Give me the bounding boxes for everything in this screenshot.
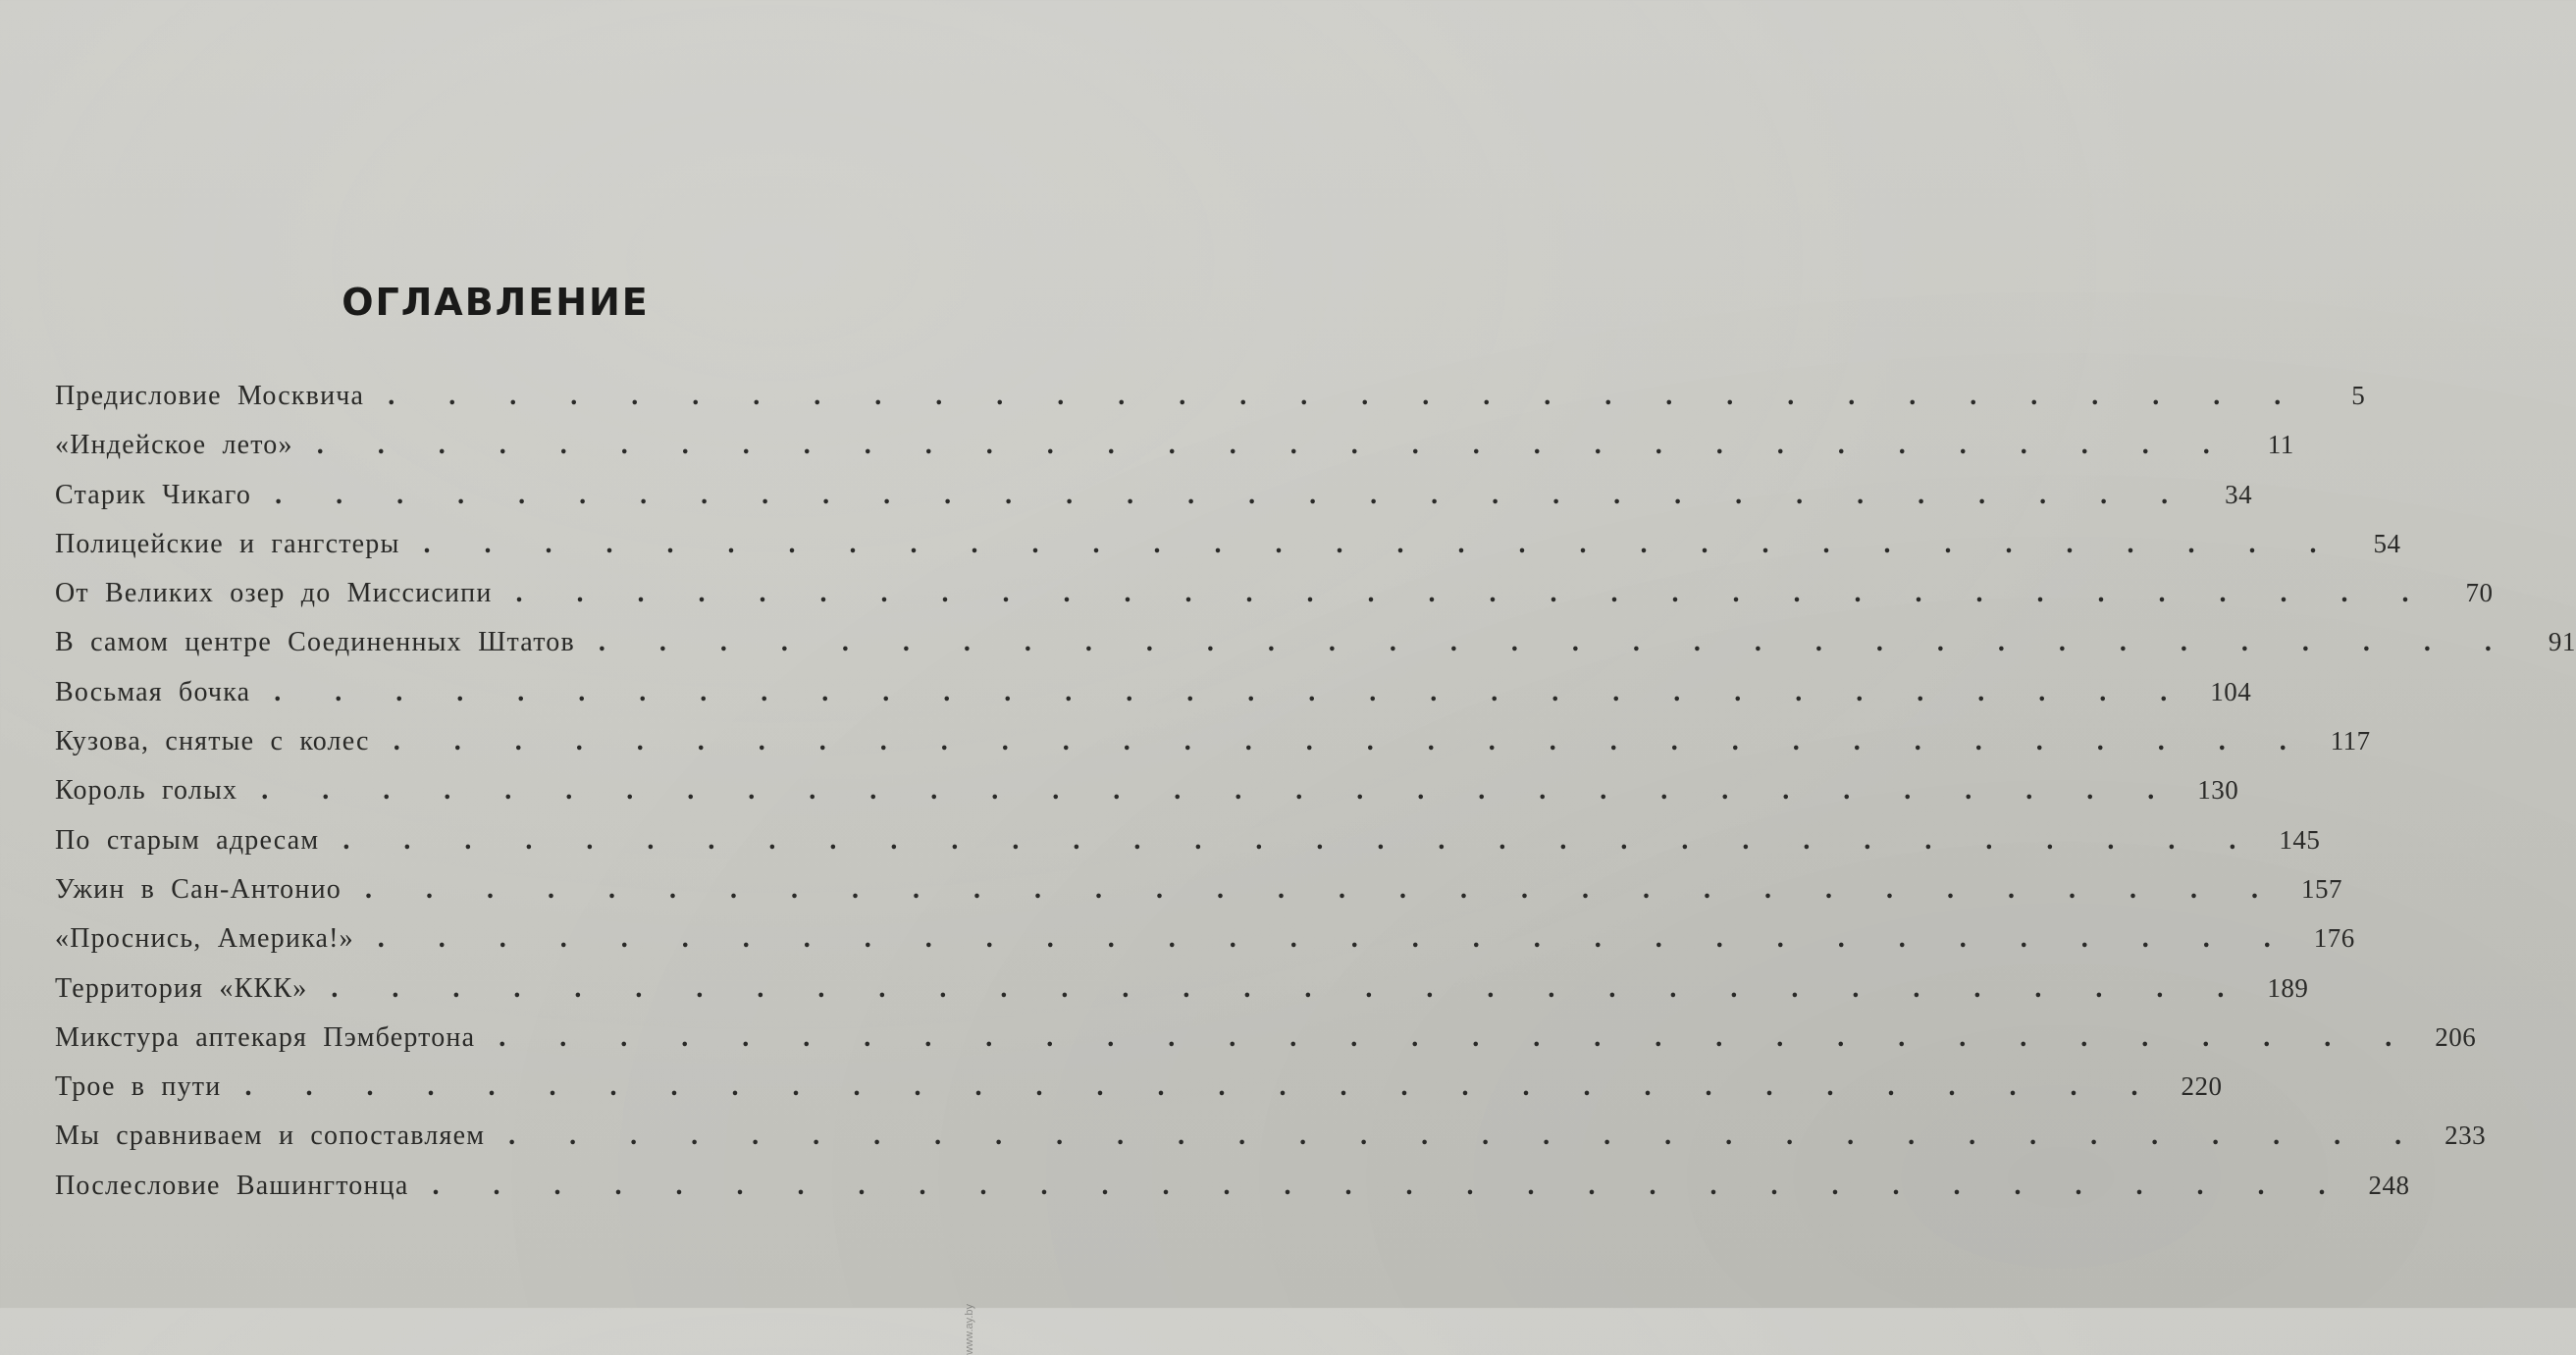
toc-entry xyxy=(55,923,2355,972)
dot-leader: . . . . . . . . . . . . . . . . . . . . . . . . . . . . . . . . xyxy=(377,923,2290,955)
dot-leader: . . . . . . . . . . . . . . . . . . . . . . . . . . . . . . . . xyxy=(393,726,2306,757)
dot-leader: . . . . . . . . . . . . . . . . . . . . . . . . . . . . . . . . xyxy=(331,972,2244,1004)
toc-entry xyxy=(55,578,2494,627)
toc-entry-title: Старик Чикаго xyxy=(55,479,252,510)
toc-entry-page: 11 xyxy=(2267,430,2294,460)
toc-entry xyxy=(55,528,2401,578)
toc-entry-page: 176 xyxy=(2313,923,2355,954)
toc-entry-page: 130 xyxy=(2197,775,2239,806)
toc-entry-title: От Великих озер до Миссисипи xyxy=(55,578,493,609)
toc-entry xyxy=(55,381,2366,430)
toc-entry-title: Ужин в Сан-Антонио xyxy=(55,873,342,905)
toc-entry xyxy=(55,1170,2410,1220)
toc-entry-title: В самом центре Соединенных Штатов xyxy=(55,627,575,658)
dot-leader: . . . . . . . . . . . . . . . . . . . . . . . . . . . . . . . . xyxy=(598,627,2511,658)
dot-leader: . . . . . . . . . . . . . . . . . . . . . . . . . . . . . . . . xyxy=(261,775,2175,807)
toc-entry xyxy=(55,726,2371,775)
dot-leader: . . . . . . . . . . . . . . . . . . . . . . . . . . . . . . . . xyxy=(388,381,2301,411)
dot-leader: . . . . . . . . . . . . . . . . . . . . . . . . . . . . . . . . xyxy=(316,430,2230,461)
toc-entry-title: Король голых xyxy=(55,775,238,807)
toc-entry-page: 189 xyxy=(2267,972,2309,1003)
toc-entry xyxy=(55,627,2576,676)
toc-entry-title: Кузова, снятые с колес xyxy=(55,726,370,757)
toc-entry-page: 104 xyxy=(2210,676,2252,706)
toc-entry-page: 70 xyxy=(2465,578,2494,608)
toc-entry-page: 248 xyxy=(2368,1170,2410,1200)
toc-entry xyxy=(55,1071,2223,1120)
toc-entry xyxy=(55,824,2321,874)
toc-entry-page: 233 xyxy=(2445,1120,2487,1151)
toc-entry-title: Территория «ККК» xyxy=(55,972,308,1004)
dot-leader: . . . . . . . . . . . . . . . . . . . . . . . . . . . . . . . . xyxy=(515,578,2429,609)
toc-entry-page: 206 xyxy=(2435,1021,2477,1052)
toc-entry-title: «Индейское лето» xyxy=(55,430,293,461)
toc-entry xyxy=(55,479,2253,529)
toc-entry-page: 157 xyxy=(2300,873,2342,904)
dot-leader: . . . . . . . . . . . . . . . . . . . . . . . . . . . . . . . . xyxy=(423,528,2337,559)
dot-leader: . . . . . . . . . . . . . . . . . . . . . . . . . . . . . . . . xyxy=(499,1021,2412,1053)
toc-entry-page: 117 xyxy=(2330,726,2371,756)
dot-leader: . . . . . . . . . . . . . . . . . . . . . . . . . . . . . . . . xyxy=(275,479,2188,510)
toc-entry xyxy=(55,775,2239,824)
toc-entry-title: Микстура аптекаря Пэмбертона xyxy=(55,1021,476,1053)
toc-entry-page: 145 xyxy=(2279,824,2321,855)
dot-leader: . . . . . . . . . . . . . . . . . . . . . . . . . . . . . . . . xyxy=(342,824,2256,856)
toc-entry-page: 34 xyxy=(2225,479,2253,509)
dot-leader: . . . . . . . . . . . . . . . . . . . . . . . . . . . . . . . . xyxy=(432,1170,2345,1201)
dot-leader: . . . . . . . . . . . . . . . . . . . . . . . . . . . . . . . . xyxy=(274,676,2187,707)
toc-entry-title: Послесловие Вашингтонца xyxy=(55,1170,409,1201)
toc-list xyxy=(55,381,2576,1220)
toc-entry-title: Трое в пути xyxy=(55,1071,222,1103)
table-of-contents-heading: ОГЛАВЛЕНИЕ xyxy=(342,281,650,324)
toc-entry xyxy=(55,1021,2477,1071)
site-watermark: www.ay.by xyxy=(964,1304,975,1355)
toc-entry xyxy=(55,1120,2487,1170)
toc-entry-title: Мы сравниваем и сопоставляем xyxy=(55,1120,486,1152)
toc-entry xyxy=(55,430,2294,479)
toc-entry-title: «Проснись, Америка!» xyxy=(55,923,354,955)
toc-entry-page: 5 xyxy=(2351,381,2366,410)
toc-entry xyxy=(55,972,2309,1022)
toc-entry xyxy=(55,873,2342,923)
dot-leader: . . . . . . . . . . . . . . . . . . . . . . . . . . . . . . . . xyxy=(508,1120,2422,1152)
toc-entry-page: 220 xyxy=(2181,1071,2223,1102)
toc-entry-title: Полицейские и гангстеры xyxy=(55,528,400,559)
toc-entry-page: 54 xyxy=(2373,528,2401,558)
dot-leader: . . . . . . . . . . . . . . . . . . . . . . . . . . . . . . . . xyxy=(364,873,2278,905)
toc-entry-title: Восьмая бочка xyxy=(55,676,251,707)
toc-entry-title: По старым адресам xyxy=(55,824,320,856)
toc-entry-page: 91 xyxy=(2548,627,2576,657)
toc-entry xyxy=(55,676,2252,726)
toc-entry-title: Предисловие Москвича xyxy=(55,381,365,411)
dot-leader: . . . . . . . . . . . . . . . . . . . . . . . . . . . . . . . . xyxy=(244,1071,2158,1103)
